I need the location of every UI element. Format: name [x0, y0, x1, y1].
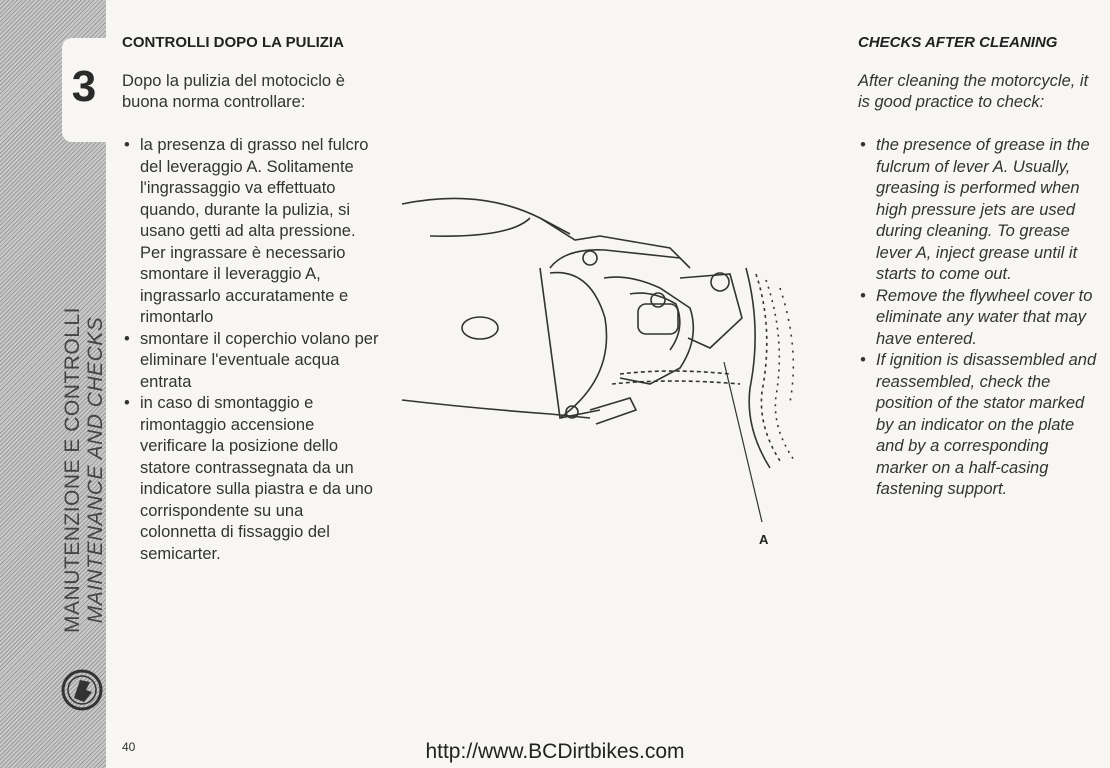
english-intro: After cleaning the motorcycle, it is good practice to check:: [858, 72, 1089, 111]
italian-intro: Dopo la pulizia del motociclo è buona norma controllare:: [122, 72, 345, 111]
brand-logo-icon: [60, 668, 104, 712]
chapter-title-english: MAINTENANCE AND CHECKS: [84, 316, 107, 624]
page-number: 40: [122, 740, 136, 754]
swingarm-lever-illustration: [390, 178, 830, 558]
italian-bullet-3: • in caso di smontaggio e rimontaggio accensione verificare la posizione dello statore contrassegnata da un indicatore sulla piastra e da uno corrispondente su una colonnetta di fissaggio del semicarter.: [122, 393, 382, 565]
italian-bullets: [122, 135, 382, 565]
english-bullets: [858, 135, 1098, 501]
italian-column: [122, 34, 382, 565]
chapter-title-italian: MANUTENZIONE E CONTROLLI: [60, 307, 84, 633]
chapter-number: 3: [71, 62, 97, 111]
english-bullet-3: • If ignition is disassembled and reassembled, check the position of the stator marked by an indicator on the plate and by a corresponding marker on a half-casing fastening support.: [858, 350, 1098, 501]
english-column: [858, 34, 1098, 501]
diagram-label-a: A: [759, 532, 769, 547]
english-bullet-2: • Remove the flywheel cover to eliminate any water that may have entered.: [858, 286, 1098, 351]
footer-url: http://www.BCDirtbikes.com: [425, 740, 685, 763]
chapter-titles: [61, 307, 107, 633]
italian-bullet-1: • la presenza di grasso nel fulcro del leveraggio A. Solitamente l'ingrassaggio va effettuato quando, durante la pulizia, si usano getti ad alta pressione. Per ingrassare è necessario smontare il leveraggio A, ingrassarlo accuratamente e rimontarlo: [122, 135, 382, 329]
italian-bullet-2: • smontare il coperchio volano per eliminare l'eventuale acqua entrata: [122, 329, 382, 394]
italian-heading: CONTROLLI DOPO LA PULIZIA: [122, 34, 344, 51]
english-bullet-1: • the presence of grease in the fulcrum of lever A. Usually, greasing is performed when high pressure jets are used during cleaning. To grease lever A, inject grease until it starts to come out.: [858, 135, 1098, 286]
english-heading: CHECKS AFTER CLEANING: [858, 34, 1058, 51]
